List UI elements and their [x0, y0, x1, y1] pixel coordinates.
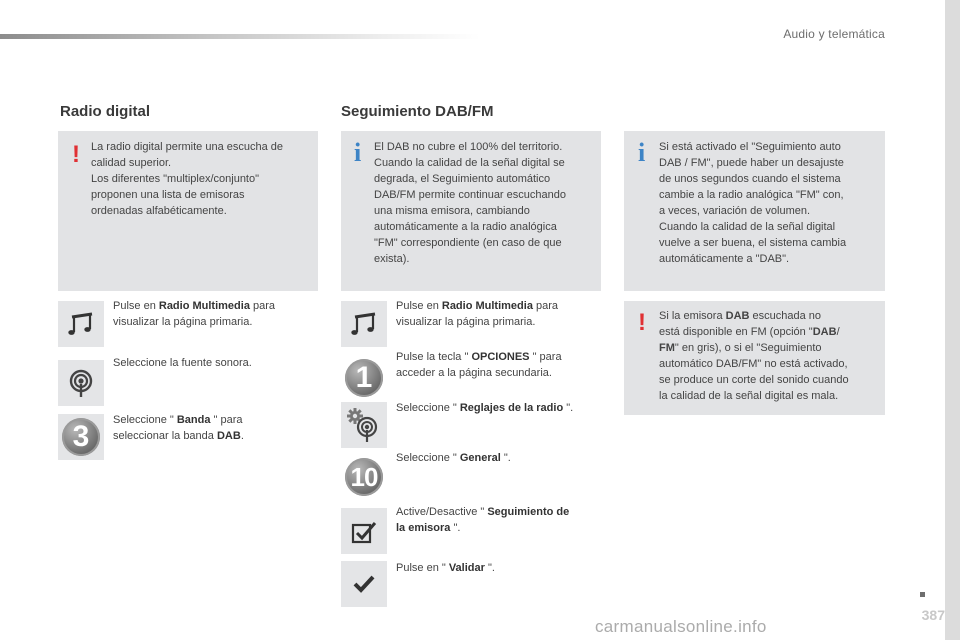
note-bold-part: DAB	[812, 326, 837, 338]
step-bold-label: Reglajes de la radio	[459, 402, 564, 414]
step-number: 3	[62, 418, 100, 456]
step-text	[113, 412, 313, 444]
note-line: de unos segundos cuando el sistema	[659, 173, 841, 185]
step-text-part: acceder a la página secundaria.	[396, 367, 552, 379]
step-text-part: Active/Desactive "	[396, 506, 488, 518]
music-note-icon	[341, 301, 387, 347]
radio-digital-note	[58, 131, 318, 291]
step-bold-label: Radio Multimedia	[441, 300, 533, 312]
info-icon: i	[638, 138, 646, 167]
step-bold-label: General	[459, 452, 501, 464]
step-text-part: .	[240, 430, 244, 442]
note-line: cambie a la radio analógica "FM" con,	[659, 189, 844, 201]
number-1-badge	[341, 355, 387, 401]
step-text-part: Pulse la tecla "	[396, 351, 472, 363]
step-bold-label: Seguimiento de	[487, 506, 570, 518]
step-text-part: ".	[484, 562, 495, 574]
note-line: Cuando la calidad de la señal digital	[659, 221, 836, 233]
step-text-part: visualizar la página primaria.	[113, 316, 253, 328]
step-text	[396, 504, 601, 536]
note-line: degrada, el Seguimiento automático	[374, 173, 551, 185]
step-text-part: Pulse en	[113, 300, 159, 312]
note-line: DAB / FM", puede haber un desajuste	[659, 157, 844, 169]
step-bold-label: Validar	[448, 562, 485, 574]
checkmark-icon	[341, 561, 387, 607]
note-text-part: escuchada no	[749, 310, 822, 322]
note-line	[659, 340, 879, 356]
step-text	[113, 355, 313, 371]
note-bold-part: FM	[659, 342, 675, 354]
note-line: Si está activado el "Seguimiento auto	[659, 141, 841, 153]
step-bold-label: la emisora	[396, 522, 451, 534]
auto-dab-fm-info-note	[624, 131, 885, 291]
radio-source-icon	[58, 360, 104, 406]
step-number: 10	[345, 458, 383, 496]
seguimiento-info-note	[341, 131, 601, 291]
note-line: Cuando la calidad de la señal digital se	[374, 157, 565, 169]
step-text-part: para	[532, 300, 559, 312]
note-line: proponen una lista de emisoras	[91, 189, 245, 201]
note-line: una misma emisora, cambiando	[374, 205, 530, 217]
step-text	[396, 298, 601, 330]
number-10-badge	[341, 454, 387, 500]
page-number: 387	[921, 607, 945, 623]
checkbox-check-icon	[341, 508, 387, 554]
radio-settings-icon	[341, 402, 387, 448]
note-text-part: Si la emisora	[659, 310, 726, 322]
watermark-text: carmanualsonline.info	[595, 617, 767, 636]
step-text-part: Seleccione "	[113, 414, 177, 426]
warning-exclamation-icon: !	[72, 141, 80, 168]
note-line: automáticamente a "DAB".	[659, 253, 790, 265]
page-marker-dot	[920, 592, 925, 597]
warning-exclamation-icon: !	[638, 309, 646, 336]
note-line: la calidad de la señal digital es mala.	[659, 390, 839, 402]
radio-digital-heading: Radio digital	[60, 103, 150, 120]
note-text-part: está disponible en FM (opción "	[659, 326, 813, 338]
note-text-part: /	[836, 326, 840, 338]
note-line: Los diferentes "multiplex/conjunto"	[91, 173, 260, 185]
step-text-part: ".	[563, 402, 574, 414]
step-text	[113, 298, 313, 330]
step-bold-label: Radio Multimedia	[158, 300, 250, 312]
step-text-part: Pulse en "	[396, 562, 449, 574]
note-line: automáticamente a la radio analógica	[374, 221, 557, 233]
step-text-part: Seleccione la fuente sonora.	[113, 357, 252, 369]
note-text-part: " en gris), o si el "Seguimiento	[674, 342, 822, 354]
note-line: ordenadas alfabéticamente.	[91, 205, 227, 217]
step-text-part: seleccionar la banda	[113, 430, 217, 442]
note-line: a veces, variación de volumen.	[659, 205, 811, 217]
note-bold-part: DAB	[725, 310, 750, 322]
step-text	[396, 560, 601, 576]
step-text-part: Seleccione "	[396, 402, 460, 414]
page-edge-strip	[945, 0, 960, 640]
dab-unavailable-warning-note	[624, 301, 885, 415]
header-gradient-bar	[0, 34, 480, 39]
note-line: El DAB no cubre el 100% del territorio.	[374, 141, 563, 153]
info-icon: i	[354, 138, 362, 167]
step-number: 1	[345, 359, 383, 397]
note-line: DAB/FM permite continuar escuchando	[374, 189, 566, 201]
step-text	[396, 400, 601, 416]
note-line: se produce un corte del sonido cuando	[659, 374, 849, 386]
section-title: Audio y telemática	[783, 27, 885, 41]
step-bold-label: OPCIONES	[471, 351, 530, 363]
note-line: automático DAB/FM" no está activado,	[659, 358, 848, 370]
note-line	[659, 324, 879, 340]
step-text-part: para	[249, 300, 276, 312]
note-line: La radio digital permite una escucha de	[91, 141, 284, 153]
note-line: exista).	[374, 253, 410, 265]
note-line: vuelve a ser buena, el sistema cambia	[659, 237, 847, 249]
step-bold-label: DAB	[216, 430, 241, 442]
step-text-part: visualizar la página primaria.	[396, 316, 536, 328]
step-text-part: ".	[450, 522, 461, 534]
step-text-part: Seleccione "	[396, 452, 460, 464]
step-text-part: Pulse en	[396, 300, 442, 312]
step-text-part: ".	[500, 452, 511, 464]
seguimiento-heading: Seguimiento DAB/FM	[341, 103, 494, 120]
note-line: calidad superior.	[91, 157, 172, 169]
note-line	[659, 308, 879, 324]
step-text-part: " para	[210, 414, 243, 426]
step-text	[396, 450, 601, 466]
music-note-icon	[58, 301, 104, 347]
step-text	[396, 349, 601, 381]
step-text-part: " para	[529, 351, 562, 363]
note-line: "FM" correspondiente (en caso de que	[374, 237, 562, 249]
number-3-badge	[58, 414, 104, 460]
step-bold-label: Banda	[176, 414, 211, 426]
